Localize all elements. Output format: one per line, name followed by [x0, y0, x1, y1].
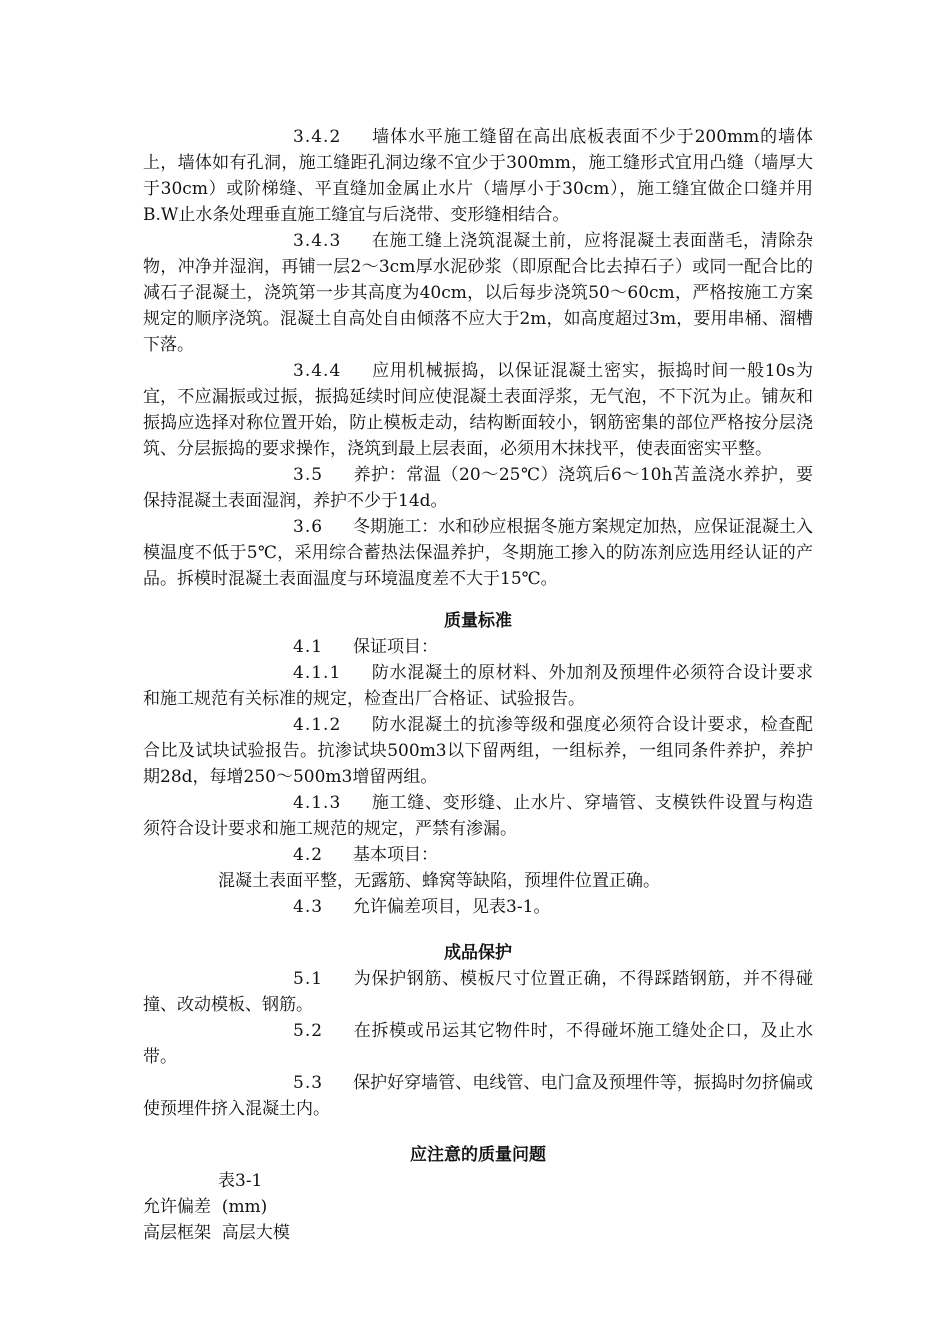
clause-number: 3.4.2	[293, 127, 342, 147]
clause-number: 4.1.1	[293, 663, 342, 683]
paragraph-4-1-2	[143, 712, 813, 790]
clause-number: 4.1.2	[293, 715, 342, 735]
clause-number: 5.2	[293, 1021, 324, 1041]
section-title-product-protection: 成品保护	[444, 943, 512, 963]
paragraph-4-1-3	[143, 790, 813, 842]
table-label: 表3-1	[218, 1171, 263, 1191]
section-title-quality-standard: 质量标准	[444, 611, 512, 631]
clause-number: 4.1.3	[293, 793, 342, 813]
clause-text: 防水混凝土的抗渗等级和强度必须符合设计要求，检查配合比及试块试验报告。抗渗试块500m3以下留两组，一组标养，一组同条件养护，养护期28d，每增250～500m3增留两组。	[143, 715, 813, 787]
paragraph-4-1	[143, 634, 813, 660]
clause-text: 保护好穿墙管、电线管、电门盒及预埋件等，振捣时勿挤偏或使预埋件挤入混凝土内。	[143, 1073, 813, 1119]
paragraph-5-3	[143, 1070, 813, 1122]
clause-number: 3.5	[293, 465, 324, 485]
paragraph-3-4-3	[143, 228, 813, 358]
paragraph-3-6	[143, 514, 813, 592]
clause-text: 冬期施工：水和砂应根据冬施方案规定加热，应保证混凝土入模温度不低于5℃，采用综合蓄热法保温养护，冬期施工掺入的防冻剂应选用经认证的产品。拆模时混凝土表面温度与环境温度差不大于15℃。	[143, 517, 813, 589]
clause-number: 5.1	[293, 969, 324, 989]
clause-text: 在拆模或吊运其它物件时，不得碰坏施工缝处企口，及止水带。	[143, 1021, 813, 1067]
paragraph-4-3	[143, 894, 813, 920]
clause-number: 3.6	[293, 517, 324, 537]
paragraph-4-2	[143, 842, 813, 868]
paragraph-4-1-1	[143, 660, 813, 712]
table-header-line-1: 允许偏差 (mm)	[143, 1197, 268, 1217]
document-body	[143, 124, 813, 1246]
clause-number: 5.3	[293, 1073, 324, 1093]
paragraph-3-4-4	[143, 358, 813, 462]
clause-text: 保证项目：	[353, 637, 439, 657]
paragraph-basic-items: 混凝土表面平整，无露筋、蜂窝等缺陷，预埋件位置正确。	[218, 871, 660, 891]
paragraph-3-4-2	[143, 124, 813, 228]
clause-number: 3.4.3	[293, 231, 342, 251]
clause-text: 施工缝、变形缝、止水片、穿墙管、支模铁件设置与构造须符合设计要求和施工规范的规定，严禁有渗漏。	[143, 793, 813, 839]
clause-number: 4.1	[293, 637, 324, 657]
clause-text: 为保护钢筋、模板尺寸位置正确，不得踩踏钢筋，并不得碰撞、改动模板、钢筋。	[143, 969, 813, 1015]
clause-text: 墙体水平施工缝留在高出底板表面不少于200mm的墙体上，墙体如有孔洞，施工缝距孔洞边缘不宜少于300mm，施工缝形式宜用凸缝（墙厚大于30cm）或阶梯缝、平直缝加金属止水片（墙厚小于30cm），施工缝宜做企口缝并用B.W止水条处理垂直施工缝宜与后浇带、变形缝相结合。	[143, 127, 813, 225]
clause-text: 防水混凝土的原材料、外加剂及预埋件必须符合设计要求和施工规范有关标准的规定，检查出厂合格证、试验报告。	[143, 663, 813, 709]
clause-number: 4.2	[293, 845, 324, 865]
clause-number: 3.4.4	[293, 361, 342, 381]
clause-text: 在施工缝上浇筑混凝土前，应将混凝土表面凿毛，清除杂物，冲净并湿润，再铺一层2～3cm厚水泥砂浆（即原配合比去掉石子）或同一配合比的减石子混凝土，浇筑第一步其高度为40cm，以后每步浇筑50～60cm，严格按施工方案规定的顺序浇筑。混凝土自高处自由倾落不应大于2m，如高度超过3m，要用串桶、溜槽下落。	[143, 231, 813, 355]
paragraph-5-2	[143, 1018, 813, 1070]
paragraph-3-5	[143, 462, 813, 514]
clause-text: 允许偏差项目，见表3-1。	[353, 897, 551, 917]
clause-number: 4.3	[293, 897, 324, 917]
clause-text: 应用机械振捣，以保证混凝土密实，振捣时间一般10s为宜，不应漏振或过振，振捣延续时间应使混凝土表面浮浆，无气泡，不下沉为止。铺灰和振捣应选择对称位置开始，防止模板走动，结构断面较小，钢筋密集的部位严格按分层浇筑、分层振捣的要求操作，浇筑到最上层表面，必须用木抹找平，使表面密实平整。	[143, 361, 813, 459]
table-header-line-2: 高层框架 高层大模	[143, 1223, 290, 1243]
clause-text: 养护：常温（20～25℃）浇筑后6～10h苫盖浇水养护，要保持混凝土表面湿润，养护不少于14d。	[143, 465, 813, 511]
paragraph-5-1	[143, 966, 813, 1018]
section-title-quality-issues: 应注意的质量问题	[410, 1145, 546, 1165]
clause-text: 基本项目：	[353, 845, 439, 865]
